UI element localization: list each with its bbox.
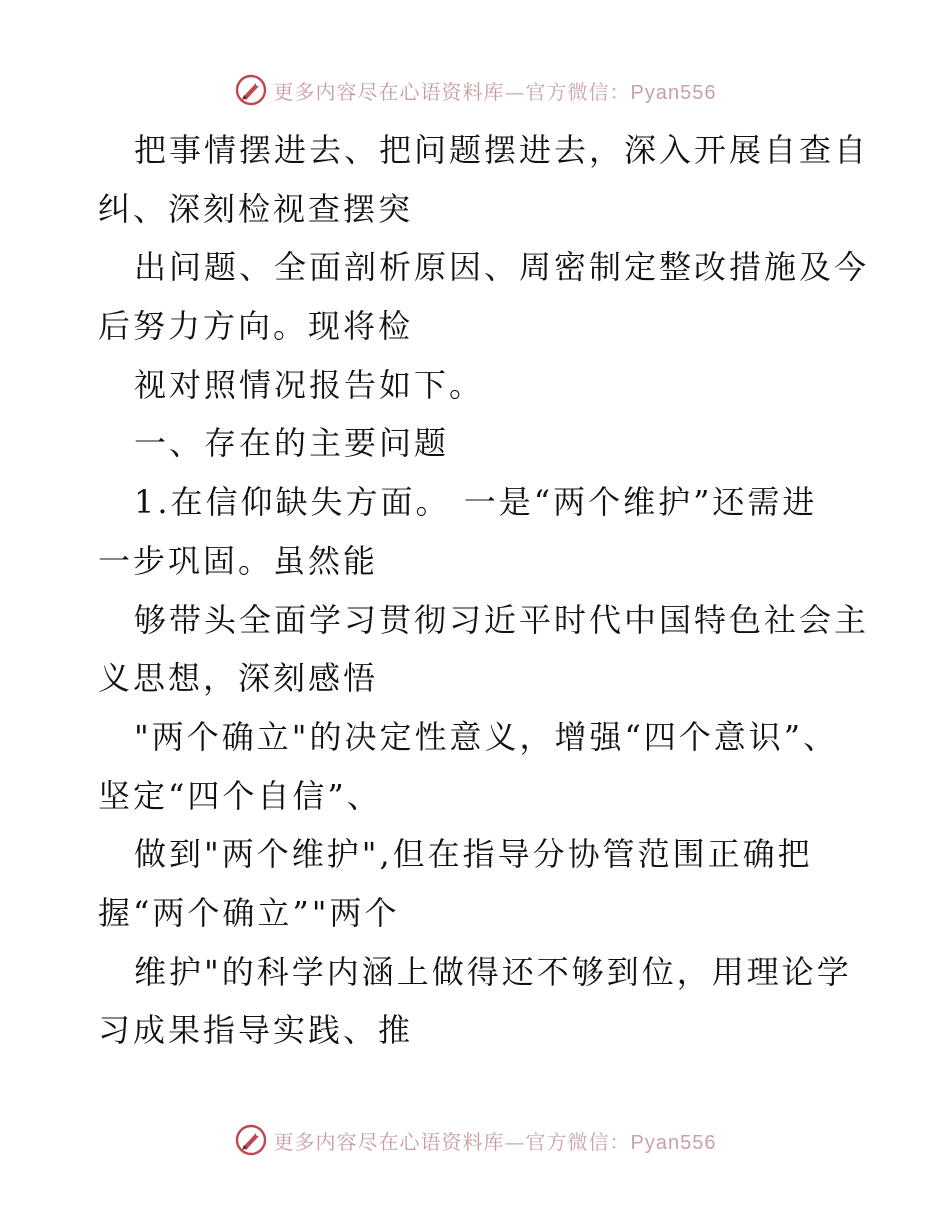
footer-watermark bbox=[0, 1120, 950, 1160]
body-line: 把事情摆进去、把问题摆进去，深入开展自查自 bbox=[134, 131, 870, 169]
body-line: 纠、深刻检视查摆突 bbox=[98, 189, 414, 228]
watermark-suffix: 官方微信： bbox=[525, 79, 631, 104]
pen-logo-icon bbox=[234, 1123, 268, 1157]
watermark-main: 更多内容尽在心语资料库 bbox=[273, 79, 505, 104]
watermark-separator: — bbox=[504, 1129, 526, 1154]
body-line: 一步巩固。虽然能 bbox=[98, 541, 379, 580]
watermark-id: Pyan556 bbox=[630, 81, 717, 104]
body-line: "两个确立"的决定性意义，增强“四个意识”、 bbox=[134, 717, 839, 756]
section-heading: 一、存在的主要问题 bbox=[134, 424, 450, 463]
body-line: 视对照情况报告如下。 bbox=[134, 365, 485, 404]
body-line: 出问题、全面剖析原因、周密制定整改措施及今 bbox=[134, 248, 870, 287]
body-line: 够带头全面学习贯彻习近平时代中国特色社会主 bbox=[134, 600, 870, 639]
body-line: 习成果指导实践、推 bbox=[98, 1011, 414, 1050]
body-line: 坚定“四个自信”、 bbox=[98, 776, 382, 815]
watermark-suffix: 官方微信： bbox=[525, 1129, 631, 1154]
pen-logo-icon bbox=[234, 73, 268, 107]
document-body bbox=[98, 121, 868, 1060]
watermark-separator: — bbox=[504, 79, 526, 104]
body-line: 维护"的科学内涵上做得还不够到位，用理论学 bbox=[134, 952, 852, 991]
body-line: 握“两个确立”"两个 bbox=[98, 893, 400, 932]
body-line: 做到"两个维护",但在指导分协管范围正确把 bbox=[134, 835, 813, 874]
watermark-main: 更多内容尽在心语资料库 bbox=[273, 1129, 505, 1154]
body-line: 1.在信仰缺失方面。 一是“两个维护”还需进 bbox=[134, 483, 818, 522]
watermark-id: Pyan556 bbox=[630, 1131, 717, 1154]
body-line: 后努力方向。现将检 bbox=[98, 307, 414, 346]
body-line: 义思想，深刻感悟 bbox=[98, 659, 379, 698]
header-watermark bbox=[0, 70, 950, 110]
